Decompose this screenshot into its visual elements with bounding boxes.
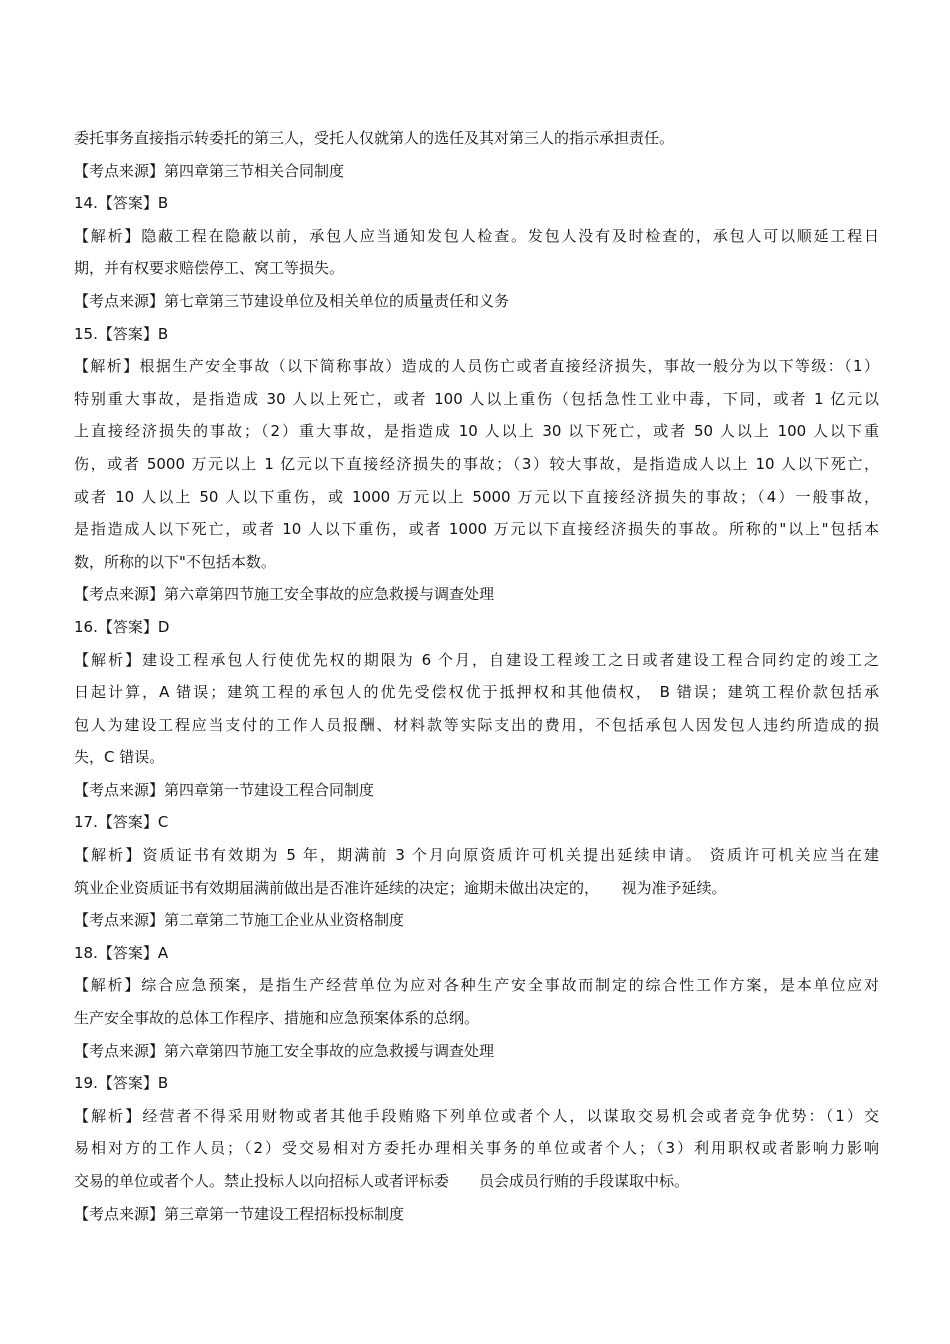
text-line: 【考点来源】第六章第四节施工安全事故的应急救援与调查处理: [74, 585, 495, 604]
text-line: 伤，或者 5000 万元以上 1 亿元以下直接经济损失的事故；（3）较大事故，是指造成人以上 10 人以下死亡，: [74, 454, 879, 473]
text-line: 【考点来源】第二章第二节施工企业从业资格制度: [74, 911, 405, 930]
text-line: 19.【答案】B: [74, 1074, 169, 1093]
text-line: 【解析】综合应急预案，是指生产经营单位为应对各种生产安全事故而制定的综合性工作方案，是本单位应对: [74, 976, 879, 995]
text-line: 18.【答案】A: [74, 943, 169, 962]
text-line: 生产安全事故的总体工作程序、措施和应急预案体系的总纲。: [74, 1009, 480, 1028]
text-line: 15.【答案】B: [74, 324, 169, 343]
text-line: 特别重大事故，是指造成 30 人以上死亡，或者 100 人以上重伤（包括急性工业中毒，下同，或者 1 亿元以: [74, 389, 879, 408]
text-line: 【解析】资质证书有效期为 5 年，期满前 3 个月向原资质许可机关提出延续申请。 资质许可机关应当在建: [74, 846, 879, 865]
text-line: 数，所称的以下"不包括本数。: [74, 552, 276, 571]
text-line: 【考点来源】第四章第三节相关合同制度: [74, 161, 345, 180]
text-line: 日起计算，A 错误；建筑工程的承包人的优先受偿权优于抵押权和其他债权， B 错误；建筑工程价款包括承: [74, 683, 879, 702]
text-line: 失，C 错误。: [74, 748, 165, 767]
text-line: 期，并有权要求赔偿停工、窝工等损失。: [74, 259, 345, 278]
text-line: 包人为建设工程应当支付的工作人员报酬、材料款等实际支出的费用，不包括承包人因发包人违约所造成的损: [74, 715, 879, 734]
text-line: 【考点来源】第六章第四节施工安全事故的应急救援与调查处理: [74, 1041, 495, 1060]
text-line: 筑业企业资质证书有效期届满前做出是否准许延续的决定；逾期未做出决定的， 视为准予延续。: [74, 878, 727, 897]
text-line: 交易的单位或者个人。禁止投标人以向招标人或者评标委 员会成员行贿的手段谋取中标。: [74, 1172, 690, 1190]
text-line: 是指造成人以下死亡，或者 10 人以下重伤，或者 1000 万元以下直接经济损失的事故。所称的"以上"包括本: [74, 520, 879, 539]
text-line: 【考点来源】第七章第三节建设单位及相关单位的质量责任和义务: [74, 291, 510, 310]
text-line: 14.【答案】B: [74, 194, 169, 213]
text-line: 上直接经济损失的事故；（2）重大事故，是指造成 10 人以上 30 以下死亡，或者 50 人以上 100 人以下重: [74, 422, 879, 441]
text-line: 【解析】根据生产安全事故（以下简称事故）造成的人员伤亡或者直接经济损失，事故一般分为以下等级：（1）: [74, 357, 879, 376]
text-line: 委托事务直接指示转委托的第三人，受托人仅就第人的选任及其对第三人的指示承担责任。: [74, 129, 675, 147]
text-line: 【考点来源】第四章第一节建设工程合同制度: [74, 780, 375, 799]
text-line: 或者 10 人以上 50 人以下重伤，或 1000 万元以上 5000 万元以下直接经济损失的事故；（4）一般事故，: [74, 487, 879, 506]
text-line: 【解析】隐蔽工程在隐蔽以前，承包人应当通知发包人检查。发包人没有及时检查的，承包人可以顺延工程日: [74, 226, 879, 245]
text-line: 【考点来源】第三章第一节建设工程招标投标制度: [74, 1204, 405, 1223]
text-line: 【解析】经营者不得采用财物或者其他手段贿赂下列单位或者个人，以谋取交易机会或者竞争优势：（1）交: [74, 1106, 879, 1125]
text-line: 17.【答案】C: [74, 813, 169, 832]
text-line: 易相对方的工作人员；（2）受交易相对方委托办理相关事务的单位或者个人；（3）利用职权或者影响力影响: [74, 1139, 879, 1158]
text-line: 16.【答案】D: [74, 617, 170, 636]
document-page: [74, 122, 879, 1230]
text-line: 【解析】建设工程承包人行使优先权的期限为 6 个月，自建设工程竣工之日或者建设工程合同约定的竣工之: [74, 650, 879, 669]
